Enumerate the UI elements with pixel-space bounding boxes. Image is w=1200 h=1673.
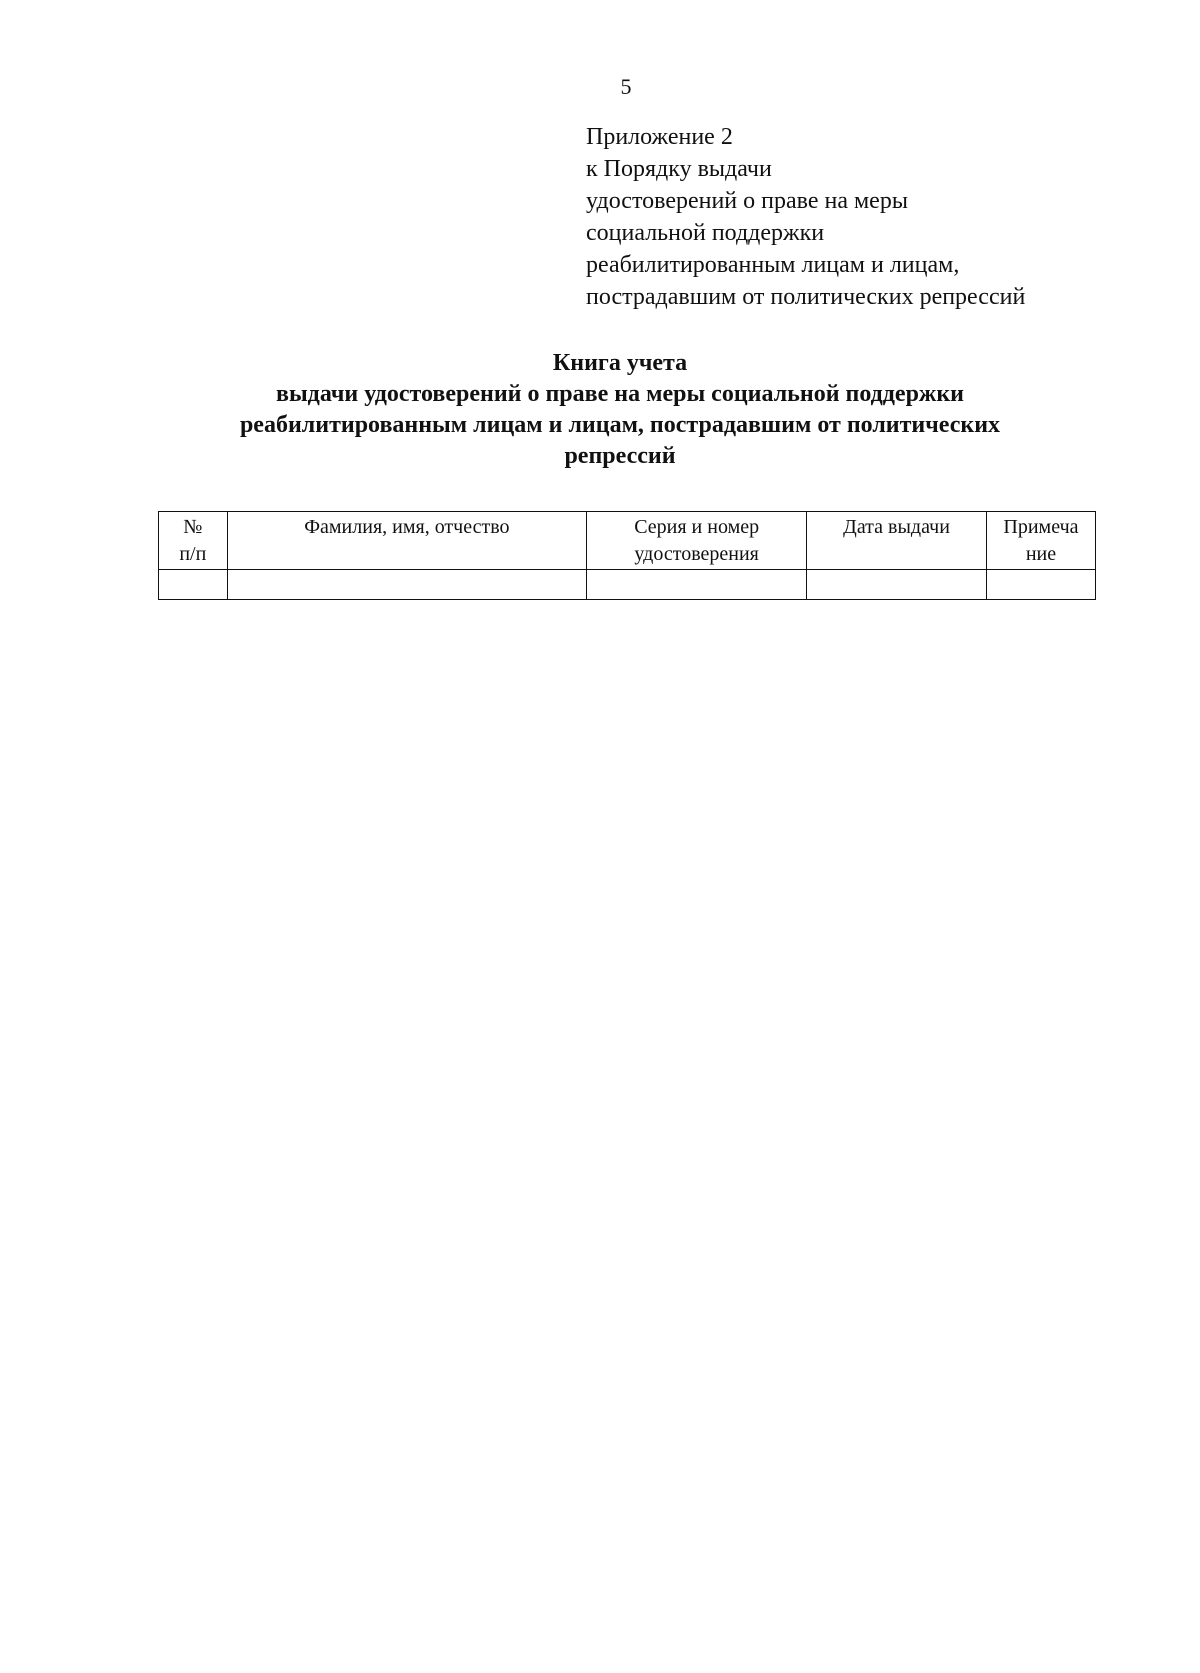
- appendix-line: реабилитированным лицам и лицам,: [586, 252, 960, 278]
- table-cell[interactable]: [159, 570, 228, 600]
- appendix-line: Приложение 2: [586, 124, 733, 150]
- appendix-line: социальной поддержки: [586, 220, 825, 246]
- column-header-text: Серия и номер: [634, 516, 760, 538]
- title-line: выдачи удостоверений о праве на меры социальной поддержки: [275, 381, 964, 407]
- column-header-text: ние: [1025, 543, 1057, 565]
- column-header-text: удостоверения: [634, 543, 759, 565]
- column-header-issue-date: [807, 512, 987, 570]
- table-header-row: [159, 512, 1096, 570]
- column-header-notes: [986, 512, 1095, 570]
- column-header-full-name: [227, 512, 586, 570]
- table-cell[interactable]: [227, 570, 586, 600]
- document-title: [180, 348, 1060, 472]
- appendix-line: пострадавшим от политических репрессий: [586, 284, 1026, 310]
- register-table: [158, 511, 1096, 600]
- page-number: 5: [620, 74, 632, 99]
- title-line: Книга учета: [552, 350, 688, 376]
- appendix-line: удостоверений о праве на меры: [586, 188, 908, 214]
- column-header-number: [159, 512, 228, 570]
- table-cell[interactable]: [587, 570, 807, 600]
- table-row: [159, 570, 1096, 600]
- column-header-text: Фамилия, имя, отчество: [304, 516, 510, 538]
- column-header-text: №: [183, 516, 203, 538]
- appendix-header: [586, 121, 1186, 313]
- column-header-text: п/п: [179, 543, 207, 565]
- table-cell[interactable]: [986, 570, 1095, 600]
- title-line: репрессий: [564, 443, 676, 469]
- column-header-text: Дата выдачи: [843, 516, 950, 538]
- column-header-text: Примеча: [1003, 516, 1079, 538]
- title-line: реабилитированным лицам и лицам, пострадавшим от политических: [239, 412, 1001, 438]
- column-header-certificate-number: [587, 512, 807, 570]
- appendix-line: к Порядку выдачи: [586, 156, 772, 182]
- table-cell[interactable]: [807, 570, 987, 600]
